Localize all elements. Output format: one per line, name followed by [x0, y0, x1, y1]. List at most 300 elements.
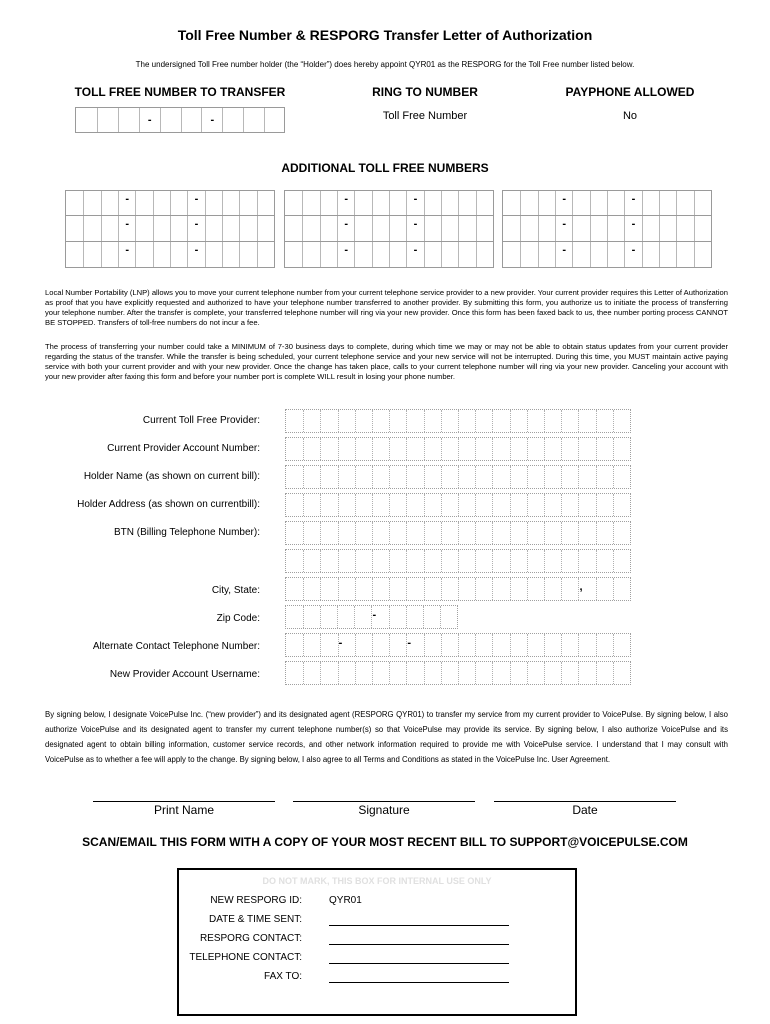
digit-cell[interactable] — [424, 242, 441, 267]
char-cell[interactable] — [424, 410, 441, 432]
digit-cell[interactable] — [222, 108, 243, 132]
char-cell[interactable] — [303, 550, 320, 572]
char-cell[interactable] — [475, 550, 492, 572]
char-cell[interactable] — [320, 466, 337, 488]
char-cell[interactable] — [355, 550, 372, 572]
digit-cell[interactable] — [642, 191, 659, 215]
char-cell[interactable] — [441, 494, 458, 516]
char-cell[interactable] — [286, 410, 303, 432]
char-cell[interactable] — [561, 438, 578, 460]
digit-cell[interactable] — [205, 191, 222, 215]
char-cell[interactable] — [578, 662, 595, 684]
char-cell[interactable] — [510, 466, 527, 488]
char-cell[interactable] — [424, 438, 441, 460]
char-cell[interactable] — [424, 578, 441, 600]
char-cell[interactable] — [389, 438, 406, 460]
signature-line[interactable] — [293, 801, 475, 802]
char-cell[interactable] — [389, 466, 406, 488]
char-cell[interactable] — [510, 550, 527, 572]
digit-cell[interactable] — [607, 242, 624, 267]
digit-cell[interactable] — [676, 191, 693, 215]
char-cell[interactable] — [320, 494, 337, 516]
char-cell[interactable] — [544, 438, 561, 460]
digit-cell[interactable] — [101, 216, 118, 241]
char-cell[interactable] — [338, 438, 355, 460]
char-cell[interactable] — [613, 578, 630, 600]
digit-cell[interactable] — [659, 216, 676, 241]
digit-cell[interactable] — [153, 216, 170, 241]
char-cell[interactable] — [372, 410, 389, 432]
char-cell[interactable] — [286, 662, 303, 684]
digit-cell[interactable] — [590, 242, 607, 267]
char-cell[interactable] — [320, 438, 337, 460]
digit-cell[interactable] — [222, 216, 239, 241]
char-cell[interactable] — [338, 466, 355, 488]
char-cell[interactable] — [389, 494, 406, 516]
char-cell[interactable] — [440, 606, 457, 628]
digit-cell[interactable] — [354, 242, 371, 267]
digit-cell[interactable] — [503, 242, 520, 267]
char-cell[interactable] — [389, 634, 406, 656]
char-cell[interactable] — [441, 438, 458, 460]
digit-cell[interactable] — [101, 191, 118, 215]
char-cell[interactable] — [544, 494, 561, 516]
char-cell[interactable] — [527, 494, 544, 516]
char-cell[interactable] — [424, 662, 441, 684]
holder-name-input[interactable] — [285, 465, 631, 489]
char-cell[interactable] — [338, 578, 355, 600]
digit-cell[interactable] — [441, 242, 458, 267]
char-cell[interactable] — [475, 494, 492, 516]
char-cell[interactable] — [441, 550, 458, 572]
digit-cell[interactable] — [538, 242, 555, 267]
char-cell[interactable] — [389, 606, 406, 628]
char-cell[interactable] — [613, 438, 630, 460]
holder-address-line2-input[interactable] — [285, 521, 631, 545]
char-cell[interactable] — [561, 550, 578, 572]
digit-cell[interactable] — [170, 191, 187, 215]
char-cell[interactable] — [527, 466, 544, 488]
char-cell[interactable] — [338, 494, 355, 516]
char-cell[interactable] — [613, 550, 630, 572]
digit-cell[interactable] — [694, 191, 711, 215]
char-cell[interactable] — [303, 466, 320, 488]
char-cell[interactable] — [303, 494, 320, 516]
char-cell[interactable] — [475, 438, 492, 460]
resporg-contact-line[interactable] — [329, 944, 509, 945]
digit-cell[interactable] — [520, 191, 537, 215]
char-cell[interactable] — [510, 662, 527, 684]
digit-cell[interactable] — [101, 242, 118, 267]
digit-cell[interactable] — [170, 216, 187, 241]
digit-cell[interactable] — [389, 242, 406, 267]
digit-cell[interactable] — [476, 242, 493, 267]
char-cell[interactable] — [578, 466, 595, 488]
char-cell[interactable] — [406, 606, 423, 628]
char-cell[interactable] — [613, 662, 630, 684]
digit-cell[interactable] — [83, 242, 100, 267]
additional-number-input[interactable] — [502, 242, 712, 268]
char-cell[interactable] — [578, 634, 595, 656]
char-cell[interactable] — [527, 578, 544, 600]
digit-cell[interactable] — [239, 191, 256, 215]
char-cell[interactable] — [354, 606, 371, 628]
char-cell[interactable] — [424, 550, 441, 572]
digit-cell[interactable] — [302, 191, 319, 215]
char-cell[interactable] — [561, 494, 578, 516]
digit-cell[interactable] — [285, 216, 302, 241]
char-cell[interactable] — [596, 410, 613, 432]
digit-cell[interactable] — [135, 216, 152, 241]
digit-cell[interactable] — [181, 108, 202, 132]
char-cell[interactable] — [475, 522, 492, 544]
char-cell[interactable] — [596, 662, 613, 684]
char-cell[interactable] — [355, 438, 372, 460]
digit-cell[interactable] — [476, 191, 493, 215]
char-cell[interactable] — [596, 634, 613, 656]
char-cell[interactable] — [561, 466, 578, 488]
char-cell[interactable] — [338, 662, 355, 684]
digit-cell[interactable] — [424, 216, 441, 241]
char-cell[interactable] — [544, 662, 561, 684]
char-cell[interactable] — [389, 578, 406, 600]
digit-cell[interactable] — [264, 108, 284, 132]
char-cell[interactable] — [320, 634, 337, 656]
char-cell[interactable] — [355, 410, 372, 432]
char-cell[interactable] — [406, 662, 423, 684]
additional-number-input[interactable] — [284, 190, 494, 216]
digit-cell[interactable] — [441, 191, 458, 215]
char-cell[interactable] — [303, 410, 320, 432]
char-cell[interactable] — [424, 634, 441, 656]
account-number-input[interactable] — [285, 437, 631, 461]
char-cell[interactable] — [492, 438, 509, 460]
char-cell[interactable] — [596, 466, 613, 488]
char-cell[interactable] — [355, 494, 372, 516]
additional-number-input[interactable] — [284, 216, 494, 242]
digit-cell[interactable] — [538, 216, 555, 241]
char-cell[interactable] — [372, 550, 389, 572]
digit-cell[interactable] — [572, 191, 589, 215]
digit-cell[interactable] — [257, 191, 274, 215]
char-cell[interactable] — [372, 522, 389, 544]
char-cell[interactable] — [320, 522, 337, 544]
digit-cell[interactable] — [320, 242, 337, 267]
digit-cell[interactable] — [66, 216, 83, 241]
char-cell[interactable] — [458, 494, 475, 516]
digit-cell[interactable] — [257, 216, 274, 241]
digit-cell[interactable] — [239, 216, 256, 241]
digit-cell[interactable] — [160, 108, 181, 132]
holder-address-line3-input[interactable] — [285, 549, 631, 573]
char-cell[interactable] — [286, 522, 303, 544]
char-cell[interactable] — [613, 494, 630, 516]
char-cell[interactable] — [320, 662, 337, 684]
digit-cell[interactable] — [135, 242, 152, 267]
char-cell[interactable] — [389, 662, 406, 684]
date-sent-line[interactable] — [329, 925, 509, 926]
city-state-input[interactable] — [285, 577, 631, 601]
digit-cell[interactable] — [205, 242, 222, 267]
digit-cell[interactable] — [538, 191, 555, 215]
digit-cell[interactable] — [476, 216, 493, 241]
char-cell[interactable] — [613, 466, 630, 488]
char-cell[interactable] — [372, 634, 389, 656]
char-cell[interactable] — [355, 634, 372, 656]
char-cell[interactable] — [372, 438, 389, 460]
char-cell[interactable] — [286, 606, 303, 628]
char-cell[interactable] — [355, 578, 372, 600]
char-cell[interactable] — [406, 522, 423, 544]
char-cell[interactable] — [286, 466, 303, 488]
char-cell[interactable] — [303, 606, 320, 628]
digit-cell[interactable] — [572, 216, 589, 241]
digit-cell[interactable] — [239, 242, 256, 267]
char-cell[interactable] — [527, 410, 544, 432]
char-cell[interactable] — [338, 550, 355, 572]
char-cell[interactable] — [578, 494, 595, 516]
char-cell[interactable] — [475, 410, 492, 432]
char-cell[interactable] — [475, 634, 492, 656]
digit-cell[interactable] — [607, 191, 624, 215]
char-cell[interactable] — [613, 522, 630, 544]
char-cell[interactable] — [613, 410, 630, 432]
digit-cell[interactable] — [66, 242, 83, 267]
char-cell[interactable] — [544, 522, 561, 544]
digit-cell[interactable] — [118, 108, 139, 132]
digit-cell[interactable] — [285, 242, 302, 267]
char-cell[interactable] — [320, 578, 337, 600]
char-cell[interactable] — [458, 522, 475, 544]
char-cell[interactable] — [286, 494, 303, 516]
char-cell[interactable] — [544, 578, 561, 600]
date-line[interactable] — [494, 801, 676, 802]
char-cell[interactable] — [355, 662, 372, 684]
additional-number-input[interactable] — [65, 190, 275, 216]
char-cell[interactable] — [406, 494, 423, 516]
char-cell[interactable] — [372, 466, 389, 488]
char-cell[interactable] — [510, 494, 527, 516]
char-cell[interactable] — [475, 662, 492, 684]
char-cell[interactable] — [544, 550, 561, 572]
new-username-input[interactable] — [285, 661, 631, 685]
toll-free-number-input[interactable] — [75, 107, 285, 133]
digit-cell[interactable] — [520, 216, 537, 241]
digit-cell[interactable] — [590, 191, 607, 215]
char-cell[interactable] — [544, 466, 561, 488]
char-cell[interactable] — [458, 550, 475, 572]
digit-cell[interactable] — [222, 191, 239, 215]
char-cell[interactable] — [561, 578, 578, 600]
digit-cell[interactable] — [458, 242, 475, 267]
digit-cell[interactable] — [694, 242, 711, 267]
char-cell[interactable] — [441, 578, 458, 600]
digit-cell[interactable] — [659, 191, 676, 215]
digit-cell[interactable] — [354, 216, 371, 241]
digit-cell[interactable] — [153, 242, 170, 267]
char-cell[interactable] — [492, 522, 509, 544]
char-cell[interactable] — [303, 522, 320, 544]
digit-cell[interactable] — [372, 216, 389, 241]
char-cell[interactable] — [337, 606, 354, 628]
char-cell[interactable] — [389, 550, 406, 572]
digit-cell[interactable] — [676, 216, 693, 241]
char-cell[interactable] — [441, 634, 458, 656]
char-cell[interactable] — [458, 466, 475, 488]
digit-cell[interactable] — [458, 191, 475, 215]
char-cell[interactable] — [561, 410, 578, 432]
additional-number-input[interactable] — [502, 190, 712, 216]
digit-cell[interactable] — [320, 191, 337, 215]
char-cell[interactable] — [286, 438, 303, 460]
char-cell[interactable] — [492, 466, 509, 488]
char-cell[interactable] — [578, 410, 595, 432]
char-cell[interactable] — [424, 466, 441, 488]
additional-number-input[interactable] — [284, 242, 494, 268]
char-cell[interactable] — [527, 662, 544, 684]
char-cell[interactable] — [372, 494, 389, 516]
digit-cell[interactable] — [66, 191, 83, 215]
char-cell[interactable] — [355, 522, 372, 544]
char-cell[interactable] — [527, 522, 544, 544]
char-cell[interactable] — [389, 410, 406, 432]
digit-cell[interactable] — [572, 242, 589, 267]
char-cell[interactable] — [406, 438, 423, 460]
char-cell[interactable] — [303, 662, 320, 684]
char-cell[interactable] — [596, 494, 613, 516]
char-cell[interactable] — [596, 578, 613, 600]
digit-cell[interactable] — [458, 216, 475, 241]
char-cell[interactable] — [527, 634, 544, 656]
char-cell[interactable] — [303, 438, 320, 460]
char-cell[interactable] — [510, 634, 527, 656]
digit-cell[interactable] — [642, 242, 659, 267]
char-cell[interactable] — [527, 438, 544, 460]
char-cell[interactable] — [389, 522, 406, 544]
print-name-line[interactable] — [93, 801, 275, 802]
char-cell[interactable] — [458, 662, 475, 684]
char-cell[interactable] — [424, 522, 441, 544]
digit-cell[interactable] — [389, 216, 406, 241]
char-cell[interactable] — [510, 438, 527, 460]
digit-cell[interactable] — [372, 191, 389, 215]
digit-cell[interactable] — [694, 216, 711, 241]
char-cell[interactable] — [320, 550, 337, 572]
digit-cell[interactable] — [257, 242, 274, 267]
char-cell[interactable] — [441, 522, 458, 544]
char-cell[interactable] — [303, 634, 320, 656]
char-cell[interactable] — [406, 578, 423, 600]
additional-number-input[interactable] — [65, 216, 275, 242]
digit-cell[interactable] — [441, 216, 458, 241]
digit-cell[interactable] — [302, 216, 319, 241]
digit-cell[interactable] — [83, 191, 100, 215]
char-cell[interactable] — [510, 522, 527, 544]
digit-cell[interactable] — [520, 242, 537, 267]
char-cell[interactable] — [355, 466, 372, 488]
current-provider-input[interactable] — [285, 409, 631, 433]
digit-cell[interactable] — [205, 216, 222, 241]
char-cell[interactable] — [441, 662, 458, 684]
char-cell[interactable] — [441, 410, 458, 432]
char-cell[interactable] — [475, 578, 492, 600]
digit-cell[interactable] — [503, 216, 520, 241]
digit-cell[interactable] — [320, 216, 337, 241]
digit-cell[interactable] — [97, 108, 118, 132]
char-cell[interactable] — [303, 578, 320, 600]
char-cell[interactable] — [578, 522, 595, 544]
digit-cell[interactable] — [76, 108, 97, 132]
digit-cell[interactable] — [222, 242, 239, 267]
char-cell[interactable] — [372, 578, 389, 600]
char-cell[interactable] — [492, 550, 509, 572]
char-cell[interactable] — [613, 634, 630, 656]
char-cell[interactable] — [561, 662, 578, 684]
zip-code-input[interactable] — [285, 605, 458, 629]
digit-cell[interactable] — [83, 216, 100, 241]
char-cell[interactable] — [561, 522, 578, 544]
char-cell[interactable] — [510, 410, 527, 432]
char-cell[interactable] — [286, 578, 303, 600]
char-cell[interactable] — [492, 578, 509, 600]
alt-phone-input[interactable] — [285, 633, 631, 657]
digit-cell[interactable] — [424, 191, 441, 215]
char-cell[interactable] — [578, 550, 595, 572]
char-cell[interactable] — [458, 634, 475, 656]
digit-cell[interactable] — [354, 191, 371, 215]
char-cell[interactable] — [406, 550, 423, 572]
char-cell[interactable] — [406, 410, 423, 432]
digit-cell[interactable] — [503, 191, 520, 215]
char-cell[interactable] — [578, 438, 595, 460]
digit-cell[interactable] — [372, 242, 389, 267]
char-cell[interactable] — [458, 578, 475, 600]
telephone-contact-line[interactable] — [329, 963, 509, 964]
digit-cell[interactable] — [135, 191, 152, 215]
digit-cell[interactable] — [243, 108, 264, 132]
char-cell[interactable] — [492, 410, 509, 432]
char-cell[interactable] — [320, 410, 337, 432]
char-cell[interactable] — [286, 634, 303, 656]
char-cell[interactable] — [544, 634, 561, 656]
fax-to-line[interactable] — [329, 982, 509, 983]
digit-cell[interactable] — [389, 191, 406, 215]
char-cell[interactable] — [492, 662, 509, 684]
char-cell[interactable] — [596, 522, 613, 544]
digit-cell[interactable] — [285, 191, 302, 215]
char-cell[interactable] — [510, 578, 527, 600]
char-cell[interactable] — [406, 466, 423, 488]
char-cell[interactable] — [596, 438, 613, 460]
char-cell[interactable] — [320, 606, 337, 628]
additional-number-input[interactable] — [502, 216, 712, 242]
digit-cell[interactable] — [302, 242, 319, 267]
digit-cell[interactable] — [153, 191, 170, 215]
char-cell[interactable] — [475, 466, 492, 488]
char-cell[interactable] — [596, 550, 613, 572]
digit-cell[interactable] — [170, 242, 187, 267]
char-cell[interactable] — [424, 494, 441, 516]
digit-cell[interactable] — [607, 216, 624, 241]
holder-address-input[interactable] — [285, 493, 631, 517]
char-cell[interactable] — [286, 550, 303, 572]
digit-cell[interactable] — [676, 242, 693, 267]
char-cell[interactable] — [441, 466, 458, 488]
char-cell[interactable] — [527, 550, 544, 572]
char-cell[interactable] — [492, 634, 509, 656]
char-cell[interactable] — [561, 634, 578, 656]
char-cell[interactable] — [338, 410, 355, 432]
